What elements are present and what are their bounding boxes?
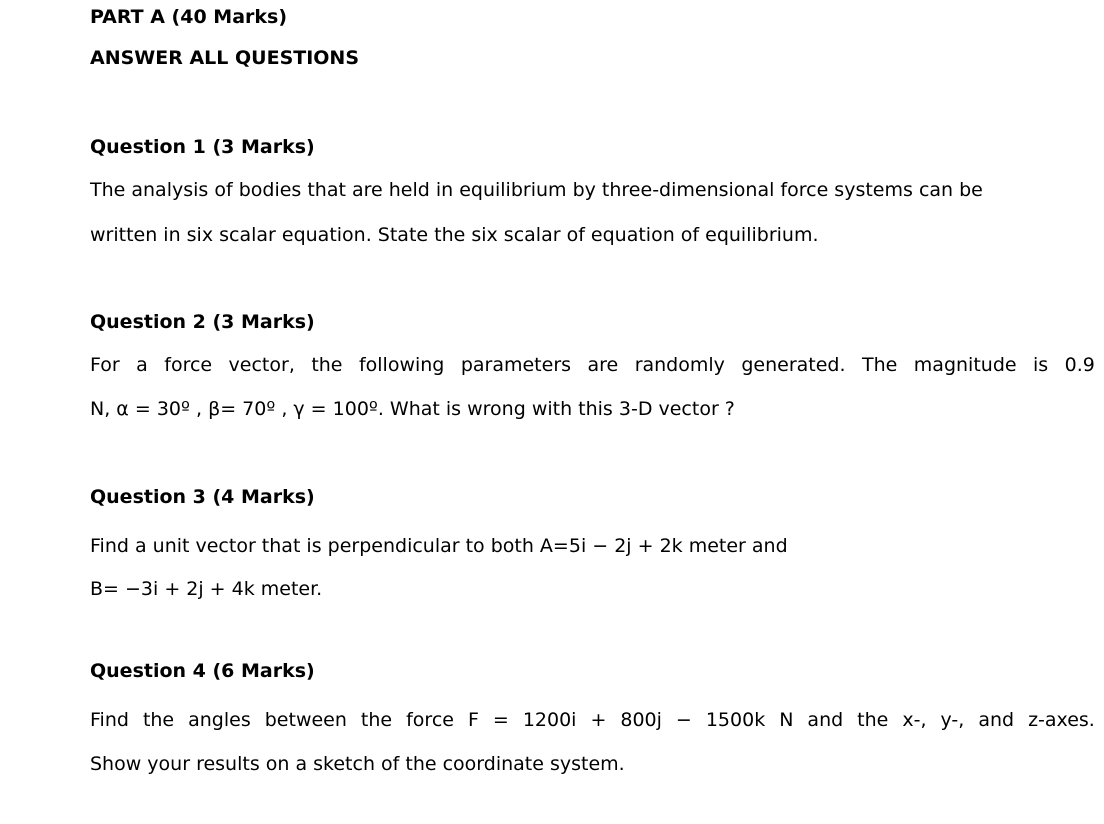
question-3-text-line-1: Find a unit vector that is perpendicular to both A=5i − 2j + 2k meter and	[90, 535, 788, 557]
question-1-text-line-1: The analysis of bodies that are held in equilibrium by three-dimensional force systems can be	[90, 179, 983, 201]
question-2-text-line-2: N, α = 30º , β= 70º , γ = 100º. What is wrong with this 3-D vector ?	[90, 398, 735, 420]
question-3-title: Question 3 (4 Marks)	[90, 486, 315, 508]
question-1-title: Question 1 (3 Marks)	[90, 136, 315, 158]
question-4-text-line-2: Show your results on a sketch of the coordinate system.	[90, 753, 625, 775]
part-heading: PART A (40 Marks)	[90, 6, 288, 28]
question-3-text-line-2: B= −3i + 2j + 4k meter.	[90, 578, 323, 600]
question-2-title: Question 2 (3 Marks)	[90, 311, 315, 333]
question-1-text-line-2: written in six scalar equation. State the six scalar of equation of equilibrium.	[90, 224, 819, 246]
question-4-text-line-1: Find the angles between the force F = 1200i + 800j − 1500k N and the x-, y-, and z-axes.	[90, 709, 1095, 731]
question-2-text-line-1: For a force vector, the following parameters are randomly generated. The magnitude is 0.9	[90, 354, 1095, 376]
question-4-title: Question 4 (6 Marks)	[90, 660, 315, 682]
instruction-heading: ANSWER ALL QUESTIONS	[90, 47, 360, 69]
